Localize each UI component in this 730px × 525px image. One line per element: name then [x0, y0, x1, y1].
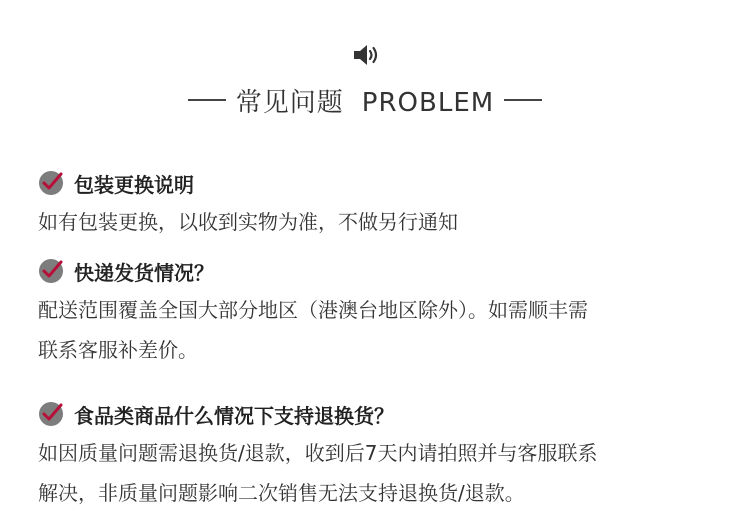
check-circle-icon [38, 401, 64, 427]
faq-question-row [38, 399, 728, 429]
faq-item-packaging [38, 168, 728, 242]
faq-question-row [38, 168, 728, 198]
page-title [236, 82, 494, 119]
header-dash-left [188, 99, 226, 101]
faq-question-row [38, 256, 728, 286]
section-header [0, 80, 730, 120]
faq-question: 快递发货情况？ [74, 260, 214, 285]
faq-answer: 如有包装更换，以收到实物为准，不做另行通知 [38, 210, 458, 234]
title-cn: 常见问题 [235, 87, 344, 118]
check-circle-icon [38, 170, 64, 196]
header-dash-right [504, 99, 542, 101]
faq-item-shipping [38, 256, 728, 370]
speaker-icon [352, 42, 382, 68]
faq-question: 包装更换说明 [74, 172, 194, 197]
title-en: PROBLEM [361, 87, 495, 118]
faq-question: 食品类商品什么情况下支持退换货？ [74, 403, 394, 428]
faq-answer: 配送范围覆盖全国大部分地区（港澳台地区除外）。如需顺丰需 联系客服补差价。 [38, 298, 588, 362]
faq-answer: 如因质量问题需退换货/退款，收到后7天内请拍照并与客服联系 解决，非质量问题影响二次销售无法支持退换货/退款。 [38, 441, 598, 505]
faq-item-returns [38, 399, 728, 513]
check-circle-icon [38, 258, 64, 284]
